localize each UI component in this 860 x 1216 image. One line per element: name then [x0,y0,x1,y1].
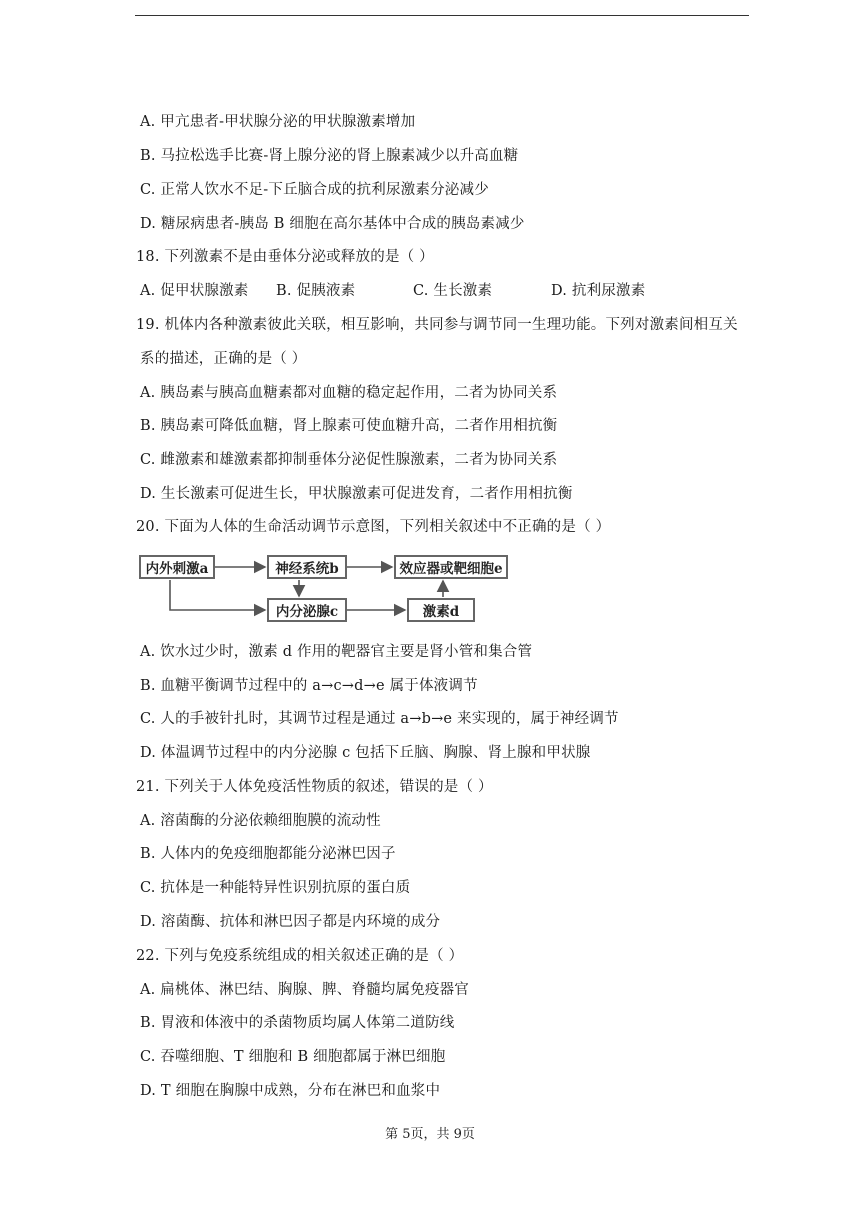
q18-option-a: A. 促甲状腺激素 [140,283,249,299]
q21-option-a: A. 溶菌酶的分泌依赖细胞膜的流动性 [140,813,381,829]
q19-option-d: D. 生长激素可促进生长，甲状腺激素可促进发育，二者作用相抗衡 [140,486,573,502]
regulation-diagram [137,550,517,630]
q21-stem: 21. 下列关于人体免疫活性物质的叙述，错误的是（ ） [136,779,493,795]
q17-option-a: A. 甲亢患者-甲状腺分泌的甲状腺激素增加 [140,114,416,130]
q21-option-b: B. 人体内的免疫细胞都能分泌淋巴因子 [140,846,396,862]
box-nervous-system-b: 神经系统b [267,555,347,579]
q20-option-a: A. 饮水过少时，激素 d 作用的靶器官主要是肾小管和集合管 [140,644,533,660]
q18-stem: 18. 下列激素不是由垂体分泌或释放的是（ ） [136,249,434,265]
page-number-footer: 第 5页，共 9页 [385,1127,475,1142]
q21-option-c: C. 抗体是一种能特异性识别抗原的蛋白质 [140,880,411,896]
q22-option-a: A. 扁桃体、淋巴结、胸腺、脾、脊髓均属免疫器官 [140,982,469,998]
q18-option-c: C. 生长激素 [413,283,493,299]
q17-option-d: D. 糖尿病患者-胰岛 B 细胞在高尔基体中合成的胰岛素减少 [140,216,525,232]
q20-stem: 20. 下面为人体的生命活动调节示意图，下列相关叙述中不正确的是（ ） [136,519,611,535]
q20-option-c: C. 人的手被针扎时，其调节过程是通过 a→b→e 来实现的，属于神经调节 [140,711,619,727]
arrow-a-to-c [170,580,265,610]
q21-option-d: D. 溶菌酶、抗体和淋巴因子都是内环境的成分 [140,914,441,930]
q17-option-c: C. 正常人饮水不足-下丘脑合成的抗利尿激素分泌减少 [140,182,489,198]
q19-option-a: A. 胰岛素与胰高血糖素都对血糖的稳定起作用，二者为协同关系 [140,385,558,401]
box-hormone-d: 激素d [407,598,475,622]
q19-option-b: B. 胰岛素可降低血糖，肾上腺素可使血糖升高，二者作用相抗衡 [140,418,558,434]
q22-stem: 22. 下列与免疫系统组成的相关叙述正确的是（ ） [136,948,464,964]
q20-option-d: D. 体温调节过程中的内分泌腺 c 包括下丘脑、胸腺、肾上腺和甲状腺 [140,745,591,761]
q17-option-b: B. 马拉松选手比赛-肾上腺分泌的肾上腺素减少以升高血糖 [140,148,519,164]
q18-option-d: D. 抗利尿激素 [551,283,646,299]
box-endocrine-c: 内分泌腺c [267,598,347,622]
box-stimulus-a: 内外刺激a [139,555,215,579]
q20-option-b: B. 血糖平衡调节过程中的 a→c→d→e 属于体液调节 [140,678,478,694]
q19-stem-line1: 19. 机体内各种激素彼此关联，相互影响，共同参与调节同一生理功能。下列对激素间相互关 [136,317,738,333]
q22-option-c: C. 吞噬细胞、T 细胞和 B 细胞都属于淋巴细胞 [140,1049,446,1065]
q19-option-c: C. 雌激素和雄激素都抑制垂体分泌促性腺激素，二者为协同关系 [140,452,558,468]
box-effector-e: 效应器或靶细胞e [394,555,508,579]
header-rule [135,15,749,16]
q18-option-b: B. 促胰液素 [276,283,356,299]
q22-option-d: D. T 细胞在胸腺中成熟，分布在淋巴和血浆中 [140,1083,441,1099]
q19-stem-line2: 系的描述，正确的是（ ） [140,351,307,367]
q22-option-b: B. 胃液和体液中的杀菌物质均属人体第二道防线 [140,1015,455,1031]
